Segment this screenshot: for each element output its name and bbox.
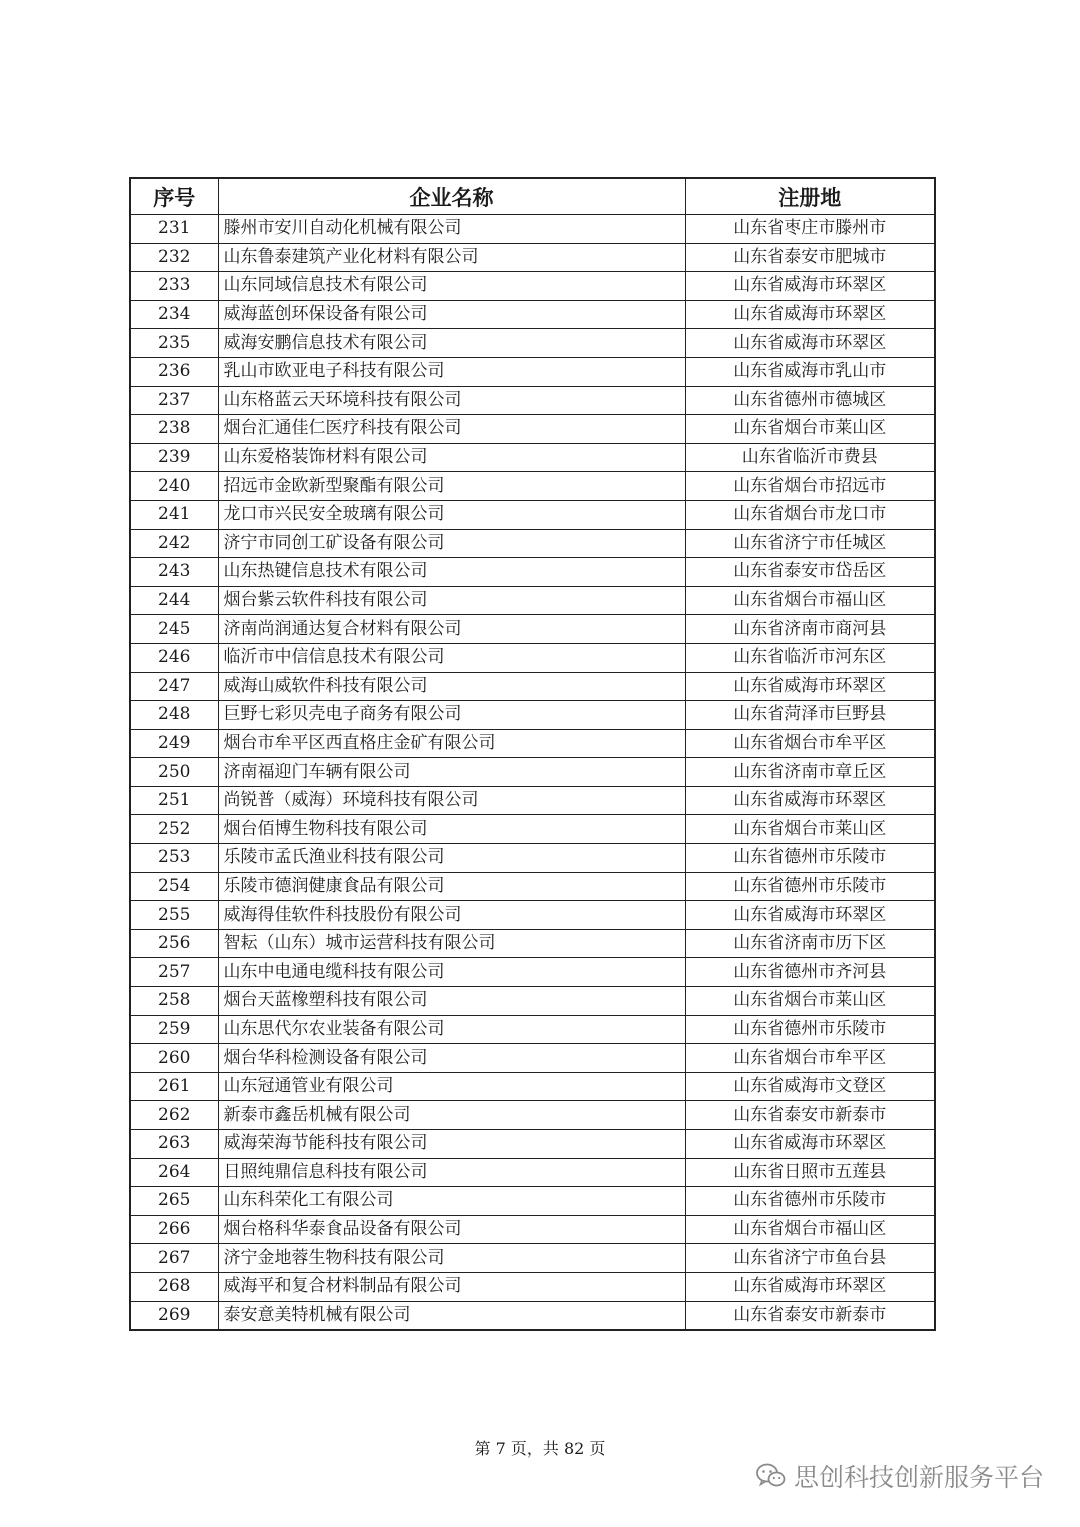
cell-registered-location: 山东省济宁市鱼台县 <box>685 1244 935 1273</box>
cell-company-name: 乐陵市德润健康食品有限公司 <box>218 872 685 901</box>
cell-serial-number: 231 <box>130 215 218 244</box>
table-row <box>130 958 935 987</box>
table-row <box>130 329 935 358</box>
watermark-text: 思创科技创新服务平台 <box>793 1463 1044 1492</box>
cell-registered-location: 山东省威海市乳山市 <box>685 357 935 386</box>
cell-serial-number: 254 <box>130 872 218 901</box>
table-row <box>130 386 935 415</box>
cell-registered-location: 山东省临沂市河东区 <box>685 643 935 672</box>
cell-registered-location: 山东省泰安市肥城市 <box>685 243 935 272</box>
table-row <box>130 1215 935 1244</box>
cell-serial-number: 232 <box>130 243 218 272</box>
cell-registered-location: 山东省烟台市莱山区 <box>685 987 935 1016</box>
table-row <box>130 1130 935 1159</box>
cell-registered-location: 山东省威海市环翠区 <box>685 901 935 930</box>
cell-registered-location: 山东省济南市历下区 <box>685 929 935 958</box>
cell-company-name: 烟台汇通佳仁医疗科技有限公司 <box>218 415 685 444</box>
cell-registered-location: 山东省烟台市莱山区 <box>685 815 935 844</box>
table-row <box>130 615 935 644</box>
cell-registered-location: 山东省枣庄市滕州市 <box>685 215 935 244</box>
cell-company-name: 济南尚润通达复合材料有限公司 <box>218 615 685 644</box>
cell-registered-location: 山东省威海市环翠区 <box>685 672 935 701</box>
cell-serial-number: 253 <box>130 844 218 873</box>
table-row <box>130 300 935 329</box>
cell-serial-number: 260 <box>130 1044 218 1073</box>
cell-company-name: 威海得佳软件科技股份有限公司 <box>218 901 685 930</box>
cell-registered-location: 山东省济南市商河县 <box>685 615 935 644</box>
cell-company-name: 济南福迎门车辆有限公司 <box>218 758 685 787</box>
cell-registered-location: 山东省烟台市福山区 <box>685 586 935 615</box>
cell-registered-location: 山东省威海市环翠区 <box>685 1272 935 1301</box>
cell-registered-location: 山东省济宁市任城区 <box>685 529 935 558</box>
cell-serial-number: 244 <box>130 586 218 615</box>
cell-serial-number: 252 <box>130 815 218 844</box>
cell-registered-location: 山东省烟台市牟平区 <box>685 729 935 758</box>
cell-registered-location: 山东省威海市环翠区 <box>685 786 935 815</box>
table-row <box>130 786 935 815</box>
table-row <box>130 357 935 386</box>
cell-company-name: 威海平和复合材料制品有限公司 <box>218 1272 685 1301</box>
cell-company-name: 山东思代尔农业装备有限公司 <box>218 1015 685 1044</box>
cell-company-name: 智耘（山东）城市运营科技有限公司 <box>218 929 685 958</box>
table-row <box>130 529 935 558</box>
cell-registered-location: 山东省烟台市龙口市 <box>685 500 935 529</box>
cell-company-name: 山东同域信息技术有限公司 <box>218 272 685 301</box>
cell-company-name: 乳山市欧亚电子科技有限公司 <box>218 357 685 386</box>
cell-serial-number: 242 <box>130 529 218 558</box>
wechat-icon <box>756 1463 786 1489</box>
cell-registered-location: 山东省威海市环翠区 <box>685 1130 935 1159</box>
cell-serial-number: 233 <box>130 272 218 301</box>
cell-company-name: 新泰市鑫岳机械有限公司 <box>218 1101 685 1130</box>
header-company-name: 企业名称 <box>218 178 685 215</box>
cell-registered-location: 山东省济南市章丘区 <box>685 758 935 787</box>
cell-company-name: 尚锐普（威海）环境科技有限公司 <box>218 786 685 815</box>
cell-registered-location: 山东省德州市乐陵市 <box>685 872 935 901</box>
cell-serial-number: 267 <box>130 1244 218 1273</box>
table-row <box>130 443 935 472</box>
cell-serial-number: 243 <box>130 558 218 587</box>
cell-registered-location: 山东省泰安市新泰市 <box>685 1101 935 1130</box>
table-row <box>130 1301 935 1330</box>
cell-company-name: 烟台天蓝橡塑科技有限公司 <box>218 987 685 1016</box>
cell-serial-number: 235 <box>130 329 218 358</box>
cell-serial-number: 239 <box>130 443 218 472</box>
cell-registered-location: 山东省威海市文登区 <box>685 1072 935 1101</box>
cell-registered-location: 山东省威海市环翠区 <box>685 300 935 329</box>
table-row <box>130 472 935 501</box>
header-serial-number: 序号 <box>130 178 218 215</box>
cell-serial-number: 266 <box>130 1215 218 1244</box>
page-number: 第 7 页，共 82 页 <box>474 1439 606 1458</box>
cell-serial-number: 261 <box>130 1072 218 1101</box>
cell-company-name: 威海蓝创环保设备有限公司 <box>218 300 685 329</box>
cell-registered-location: 山东省德州市德城区 <box>685 386 935 415</box>
cell-registered-location: 山东省威海市环翠区 <box>685 329 935 358</box>
cell-registered-location: 山东省德州市乐陵市 <box>685 1015 935 1044</box>
cell-company-name: 山东科荣化工有限公司 <box>218 1187 685 1216</box>
cell-registered-location: 山东省德州市乐陵市 <box>685 844 935 873</box>
cell-company-name: 济宁金地蓉生物科技有限公司 <box>218 1244 685 1273</box>
cell-company-name: 龙口市兴民安全玻璃有限公司 <box>218 500 685 529</box>
table-row <box>130 1244 935 1273</box>
table-row <box>130 1158 935 1187</box>
table-row <box>130 272 935 301</box>
table-row <box>130 729 935 758</box>
cell-company-name: 烟台华科检测设备有限公司 <box>218 1044 685 1073</box>
cell-serial-number: 265 <box>130 1187 218 1216</box>
table-body <box>130 215 935 1331</box>
cell-company-name: 山东爱格装饰材料有限公司 <box>218 443 685 472</box>
cell-company-name: 乐陵市孟氏渔业科技有限公司 <box>218 844 685 873</box>
cell-serial-number: 240 <box>130 472 218 501</box>
table-row <box>130 1187 935 1216</box>
cell-company-name: 威海山威软件科技有限公司 <box>218 672 685 701</box>
table-row <box>130 872 935 901</box>
cell-serial-number: 250 <box>130 758 218 787</box>
table-row <box>130 815 935 844</box>
table-row <box>130 701 935 730</box>
cell-serial-number: 247 <box>130 672 218 701</box>
table-row <box>130 929 935 958</box>
cell-company-name: 济宁市同创工矿设备有限公司 <box>218 529 685 558</box>
cell-serial-number: 269 <box>130 1301 218 1330</box>
cell-serial-number: 256 <box>130 929 218 958</box>
cell-registered-location: 山东省德州市齐河县 <box>685 958 935 987</box>
cell-serial-number: 268 <box>130 1272 218 1301</box>
cell-company-name: 烟台佰博生物科技有限公司 <box>218 815 685 844</box>
cell-registered-location: 山东省泰安市新泰市 <box>685 1301 935 1330</box>
cell-company-name: 山东格蓝云天环境科技有限公司 <box>218 386 685 415</box>
cell-serial-number: 234 <box>130 300 218 329</box>
watermark <box>756 1458 1044 1494</box>
cell-registered-location: 山东省临沂市费县 <box>685 443 935 472</box>
cell-company-name: 威海安鹏信息技术有限公司 <box>218 329 685 358</box>
table-row <box>130 215 935 244</box>
cell-registered-location: 山东省威海市环翠区 <box>685 272 935 301</box>
cell-company-name: 日照纯鼎信息科技有限公司 <box>218 1158 685 1187</box>
cell-company-name: 烟台紫云软件科技有限公司 <box>218 586 685 615</box>
cell-registered-location: 山东省日照市五莲县 <box>685 1158 935 1187</box>
cell-company-name: 招远市金欧新型聚酯有限公司 <box>218 472 685 501</box>
cell-company-name: 巨野七彩贝壳电子商务有限公司 <box>218 701 685 730</box>
cell-company-name: 烟台格科华泰食品设备有限公司 <box>218 1215 685 1244</box>
cell-company-name: 山东中电通电缆科技有限公司 <box>218 958 685 987</box>
table-row <box>130 586 935 615</box>
cell-serial-number: 264 <box>130 1158 218 1187</box>
table-row <box>130 758 935 787</box>
table-row <box>130 243 935 272</box>
cell-registered-location: 山东省德州市乐陵市 <box>685 1187 935 1216</box>
table-row <box>130 558 935 587</box>
cell-serial-number: 238 <box>130 415 218 444</box>
table-row <box>130 987 935 1016</box>
cell-serial-number: 241 <box>130 500 218 529</box>
company-list-table <box>129 177 936 1331</box>
cell-serial-number: 255 <box>130 901 218 930</box>
table-row <box>130 415 935 444</box>
cell-serial-number: 257 <box>130 958 218 987</box>
cell-serial-number: 262 <box>130 1101 218 1130</box>
cell-company-name: 威海荣海节能科技有限公司 <box>218 1130 685 1159</box>
cell-serial-number: 251 <box>130 786 218 815</box>
cell-serial-number: 246 <box>130 643 218 672</box>
cell-serial-number: 248 <box>130 701 218 730</box>
cell-company-name: 山东冠通管业有限公司 <box>218 1072 685 1101</box>
cell-company-name: 烟台市牟平区西直格庄金矿有限公司 <box>218 729 685 758</box>
cell-serial-number: 259 <box>130 1015 218 1044</box>
table-row <box>130 1015 935 1044</box>
table-row <box>130 672 935 701</box>
table-row <box>130 901 935 930</box>
cell-company-name: 临沂市中信信息技术有限公司 <box>218 643 685 672</box>
table-row <box>130 500 935 529</box>
cell-registered-location: 山东省烟台市牟平区 <box>685 1044 935 1073</box>
table-row <box>130 643 935 672</box>
cell-serial-number: 236 <box>130 357 218 386</box>
table-row <box>130 844 935 873</box>
cell-registered-location: 山东省烟台市莱山区 <box>685 415 935 444</box>
cell-serial-number: 245 <box>130 615 218 644</box>
cell-company-name: 泰安意美特机械有限公司 <box>218 1301 685 1330</box>
cell-registered-location: 山东省烟台市福山区 <box>685 1215 935 1244</box>
table-row <box>130 1272 935 1301</box>
cell-registered-location: 山东省烟台市招远市 <box>685 472 935 501</box>
cell-registered-location: 山东省泰安市岱岳区 <box>685 558 935 587</box>
table-header-row <box>130 178 935 215</box>
cell-company-name: 山东鲁泰建筑产业化材料有限公司 <box>218 243 685 272</box>
cell-company-name: 山东热键信息技术有限公司 <box>218 558 685 587</box>
table-row <box>130 1044 935 1073</box>
table-row <box>130 1101 935 1130</box>
header-registered-location: 注册地 <box>685 178 935 215</box>
table-row <box>130 1072 935 1101</box>
cell-serial-number: 258 <box>130 987 218 1016</box>
cell-serial-number: 263 <box>130 1130 218 1159</box>
cell-company-name: 滕州市安川自动化机械有限公司 <box>218 215 685 244</box>
cell-serial-number: 249 <box>130 729 218 758</box>
cell-serial-number: 237 <box>130 386 218 415</box>
cell-registered-location: 山东省菏泽市巨野县 <box>685 701 935 730</box>
